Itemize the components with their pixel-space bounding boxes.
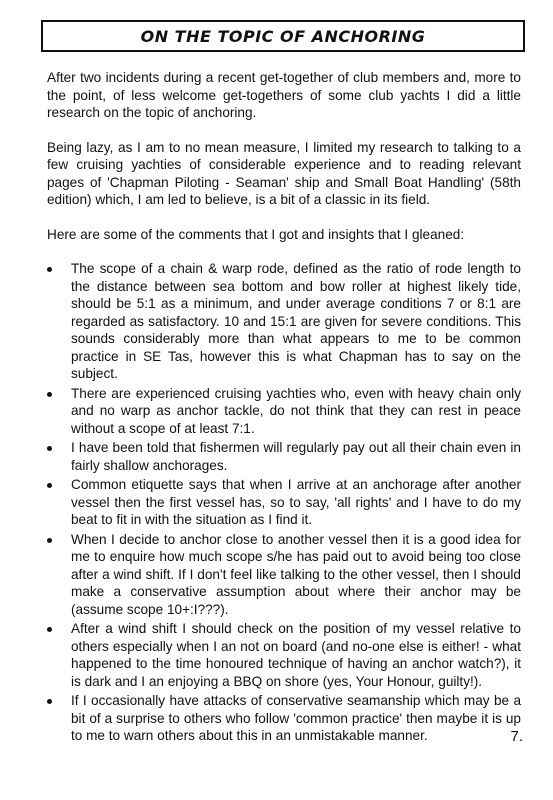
page-number: 7. bbox=[510, 728, 523, 745]
bullet-icon bbox=[47, 483, 52, 488]
intro-paragraph: After two incidents during a recent get-together of club members and, more to the point, of less welcome get-togethers of some club yachts I did a little research on the topic of anchoring. bbox=[47, 70, 521, 120]
list-item bbox=[47, 260, 521, 383]
list-item bbox=[47, 531, 521, 619]
list-item bbox=[47, 439, 521, 474]
list-item-text: When I decide to anchor close to another vessel then it is a good idea for me to enquire how much scope s/he has paid out to avoid being too close after a wind shift. If I don't feel like talking to the other vessel, then I should make a conservative assumption about where their anchor may be (assume scope 10+:I???). bbox=[71, 531, 521, 617]
bullet-icon bbox=[47, 699, 52, 704]
bullet-icon bbox=[47, 627, 52, 632]
list-item bbox=[47, 692, 521, 745]
bullet-icon bbox=[47, 538, 52, 543]
list-item-text: There are experienced cruising yachties who, even with heavy chain only and no warp as anchor tackle, do not think that they can rest in peace without a scope of at least 7:1. bbox=[71, 385, 521, 436]
list-item-text: Common etiquette says that when I arrive at an anchorage after another vessel then the first vessel has, so to say, 'all rights' and I have to do my beat to fit in with the situation as I find it. bbox=[71, 477, 521, 527]
list-item-text: After a wind shift I should check on the position of my vessel relative to others especially when I an not on board (and no-one else is either! - what happened to the time honoured technique of having an anchor watch?), it is dark and I an enjoying a BBQ on shore (yes, Your Honour, guilty!). bbox=[71, 621, 521, 689]
list-item-text: If I occasionally have attacks of conservative seamanship which may be a bit of a surprise to others who follow 'common practice' then maybe it is up to me to warn others about this in an unmistakable manner. bbox=[71, 693, 521, 743]
article-body bbox=[47, 69, 521, 747]
bullet-icon bbox=[47, 446, 52, 451]
bullet-icon bbox=[47, 267, 52, 272]
list-item bbox=[47, 385, 521, 438]
bullet-icon bbox=[47, 392, 52, 397]
list-item bbox=[47, 620, 521, 690]
list-item-text: I have been told that fishermen will regularly pay out all their chain even in fairly shallow anchorages. bbox=[71, 440, 521, 473]
research-paragraph: Being lazy, as I am to no mean measure, I limited my research to talking to a few cruising yachties of considerable experience and to reading relevant pages of 'Chapman Piloting - Seaman' ship and Small Boat Handling' (58th edition) which, I am led to believe, is a bit of a classic in its field. bbox=[47, 139, 521, 207]
list-item bbox=[47, 476, 521, 529]
list-item-text: The scope of a chain & warp rode, defined as the ratio of rode length to the distance between sea bottom and bow roller at highest likely tide, should be 5:1 as a minimum, and under average conditions 7 or 8:1 are regarded as satisfactory. 10 and 15:1 are given for severe conditions. This sounds considerably more than what appears to me to be common practice in SE Tas, however this is what Chapman has to say on the subject. bbox=[71, 261, 521, 381]
page-title: ON THE TOPIC OF ANCHORING bbox=[140, 26, 426, 46]
insights-list bbox=[47, 260, 521, 745]
comments-lead-paragraph: Here are some of the comments that I got and insights that I gleaned: bbox=[47, 226, 465, 242]
title-box bbox=[41, 20, 525, 52]
